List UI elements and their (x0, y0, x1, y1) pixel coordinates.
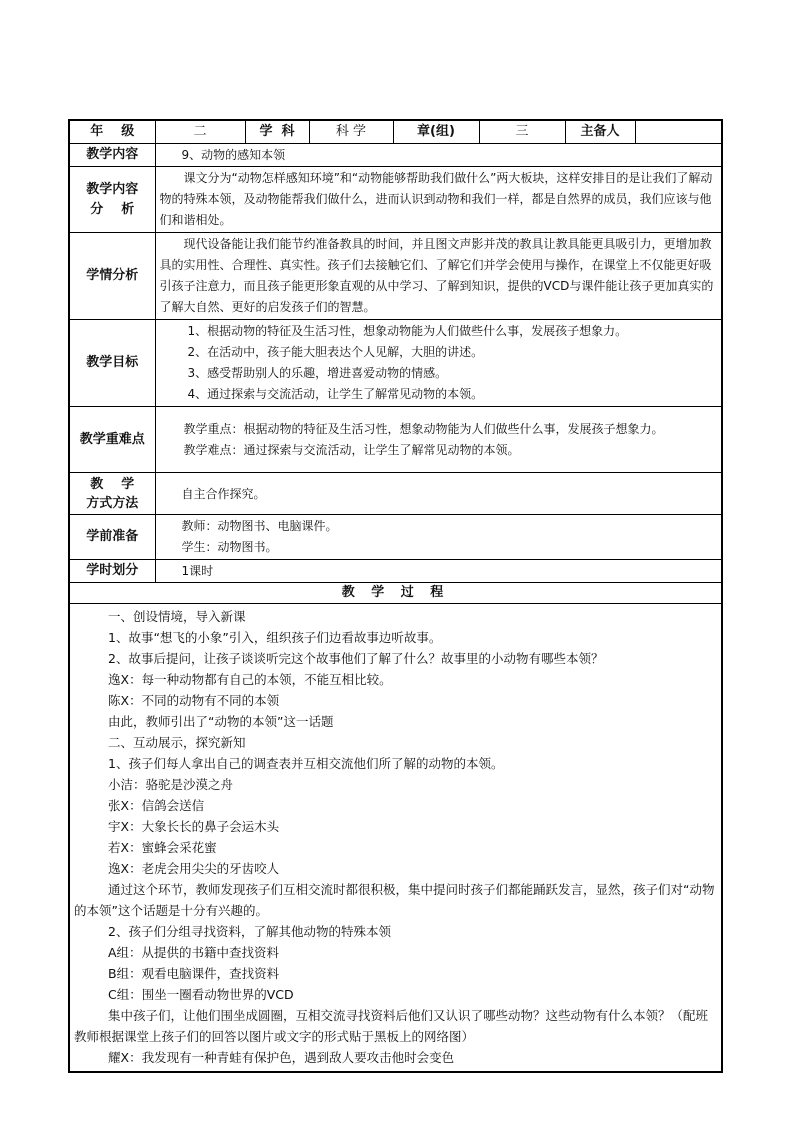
prep-cell (155, 515, 722, 560)
process-line: 二、互动展示，探究新知 (108, 735, 246, 750)
content-label: 教学内容 (69, 144, 155, 167)
process-line: 若X：蜜蜂会采花蜜 (108, 840, 217, 855)
key-points-row (69, 407, 722, 473)
prep-teacher: 教师：动物图书、电脑课件。 (181, 519, 338, 533)
key-points-label: 教学重难点 (69, 407, 155, 473)
lead-teacher-label: 主备人 (565, 120, 635, 144)
process-line: 张X：信鸽会送信 (108, 798, 205, 813)
process-line: B组：观看电脑课件，查找资料 (108, 966, 280, 981)
goals-cell (155, 320, 722, 407)
lesson-plan-table (68, 119, 723, 1073)
situation-label: 学情分析 (69, 233, 155, 320)
analysis-label (69, 167, 155, 233)
process-line: C组：围坐一圈看动物世界的VCD (108, 987, 294, 1002)
key-point-text: 教学重点：根据动物的特征及生活习性，想象动物能为人们做些什么事，发展孩子想象力。 (183, 421, 664, 436)
process-row (69, 604, 722, 1073)
analysis-text-cell (155, 167, 722, 233)
subject-label: 学 科 (245, 120, 309, 144)
hours-value: 1课时 (155, 560, 722, 583)
analysis-row (69, 167, 722, 233)
hours-row (69, 560, 722, 583)
process-title-row (69, 583, 722, 604)
goal-item: 2、在活动中，孩子能大胆表达个人见解，大胆的讲述。 (187, 345, 484, 359)
goal-item: 4、通过探索与交流活动，让学生了解常见动物的本领。 (187, 387, 484, 401)
process-line: 一、创设情境，导入新课 (108, 609, 246, 624)
process-line: A组：从提供的书籍中查找资料 (108, 945, 280, 960)
subject-value: 科 学 (309, 120, 393, 144)
process-line: 耀X：我发现有一种青蛙有保护色，遇到敌人要攻击他时会变色 (108, 1050, 455, 1065)
chapter-value: 三 (479, 120, 565, 144)
analysis-text: 课文分为“动物怎样感知环境”和“动物能够帮助我们做什么”两大板块，这样安排目的是让我们了解动物的特殊本领，及动物能帮我们做什么，进而认识到动物和我们一样，都是自然界的成员，我们应该与他们和谐相处。 (159, 171, 713, 227)
goals-row (69, 320, 722, 407)
grade-label: 年 级 (69, 120, 155, 144)
lesson-plan-sheet (68, 119, 721, 1073)
goals-label: 教学目标 (69, 320, 155, 407)
prep-label: 学前准备 (69, 515, 155, 560)
process-line: 由此，教师引出了“动物的本领”这一话题 (108, 714, 334, 729)
process-line: 1、故事“想飞的小象”引入，组织孩子们边看故事边听故事。 (108, 630, 442, 645)
process-body (69, 604, 722, 1073)
lead-teacher-value (635, 120, 722, 144)
process-line: 集中孩子们，让他们围坐成圆圈，互相交流寻找资料后他们又认识了哪些动物？这些动物有什么本领？（配班教师根据课堂上孩子们的回答以图片或文字的形式贴于黑板上的网络图） (74, 1008, 709, 1044)
analysis-label-line2: 分 析 (90, 201, 135, 217)
process-line: 2、孩子们分组寻找资料，了解其他动物的特殊本领 (108, 924, 391, 939)
process-line: 通过这个环节，教师发现孩子们互相交流时都很积极，集中提问时孩子们都能踊跃发言，显然，孩子们对“动物的本领”这个话题是十分有兴趣的。 (74, 882, 715, 918)
goal-item: 3、感受帮助别人的乐趣，增进喜爱动物的情感。 (187, 366, 448, 380)
process-title: 教 学 过 程 (69, 583, 722, 604)
process-line: 逸X：每一种动物都有自己的本领，不能互相比较。 (108, 672, 392, 687)
prep-row (69, 515, 722, 560)
process-line: 2、故事后提问，让孩子谈谈听完这个故事他们了解了什么？故事里的小动物有哪些本领？ (108, 651, 604, 666)
content-row (69, 144, 722, 167)
method-label-line2: 方式方法 (86, 495, 139, 511)
analysis-label-line1: 教学内容 (86, 181, 139, 197)
process-line: 宇X：大象长长的鼻子会运木头 (108, 819, 280, 834)
process-line: 小洁：骆驼是沙漠之舟 (108, 777, 234, 792)
situation-text: 现代设备能让我们能节约准备教具的时间，并且图文声影并茂的教具让教具能更具吸引力，更增加教具的实用性、合理性、真实性。孩子们去接触它们、了解它们并学会使用与操作，在课堂上不仅能更好吸引孩子注意力，而且孩子能更形象直观的从中学习、了解到知识，提供的VCD与课件能让孩子更加真实的了解大自然、更好的启发孩子们的智慧。 (159, 237, 714, 314)
goal-item: 1、根据动物的特征及生活习性，想象动物能为人们做些什么事，发展孩子想象力。 (187, 324, 628, 338)
situation-text-cell (155, 233, 722, 320)
prep-student: 学生：动物图书。 (181, 540, 278, 554)
method-value: 自主合作探究。 (155, 473, 722, 515)
difficult-point-text: 教学难点：通过探索与交流活动，让学生了解常见动物的本领。 (183, 442, 520, 457)
key-points-cell (155, 407, 722, 473)
grade-value: 二 (155, 120, 245, 144)
process-line: 1、孩子们每人拿出自己的调查表并互相交流他们所了解的动物的本领。 (108, 756, 504, 771)
content-value: 9、动物的感知本领 (155, 144, 722, 167)
chapter-label: 章(组) (393, 120, 479, 144)
method-row (69, 473, 722, 515)
process-line: 陈X：不同的动物有不同的本领 (108, 693, 280, 708)
header-row (69, 120, 722, 144)
process-line: 逸X：老虎会用尖尖的牙齿咬人 (108, 861, 280, 876)
situation-row (69, 233, 722, 320)
hours-label: 学时划分 (69, 560, 155, 583)
method-label (69, 473, 155, 515)
method-label-line1: 教 学 (90, 476, 135, 492)
